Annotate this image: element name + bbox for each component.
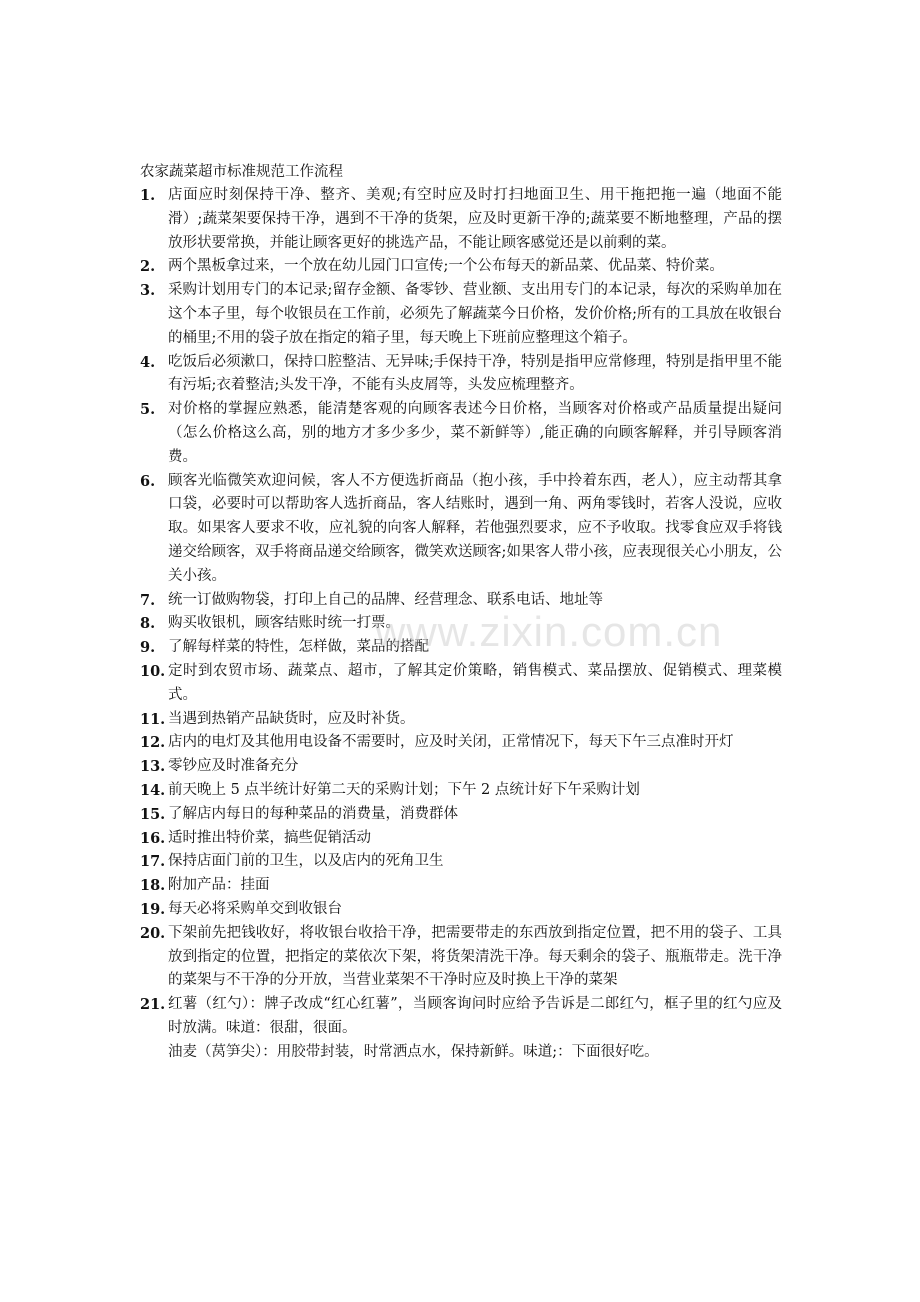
list-item-number: 8.: [140, 615, 156, 633]
list-item-number: 10.: [140, 662, 166, 680]
list-item-number: 3.: [140, 282, 156, 300]
list-item: [140, 993, 782, 1064]
list-item-body: 店面应时刻保持干净、整齐、美观;有空时应及时打扫地面卫生、用干拖把拖一遍（地面不能滑）;蔬菜架要保持干净，遇到不干净的货架，应及时更新干净的;蔬菜要不断地整理，产品的摆放形状要常换，并能让顾客更好的挑选产品，不能让顾客感觉还是以前剩的菜。: [168, 187, 782, 251]
list-item-extra: 油麦（莴笋尖）：用胶带封装，时常洒点水，保持新鲜。味道;：下面很好吃。: [168, 1043, 659, 1060]
list-item-body: 当遇到热销产品缺货时，应及时补货。: [168, 710, 415, 727]
list-item: [140, 779, 782, 803]
list-item-number: 9.: [140, 639, 156, 657]
list-item-body: 统一订做购物袋，打印上自己的品牌、经营理念、联系电话、地址等: [168, 591, 603, 608]
list-item-body: 顾客光临微笑欢迎问候，客人不方便选折商品（抱小孩，手中拎着东西，老人），应主动帮其拿口袋，必要时可以帮助客人选折商品，客人结账时，遇到一角、两角零钱时，若客人没说，应收取。如果客人要求不收，应礼貌的向客人解释，若他强烈要求，应不予收取。找零食应双手将钱递交给顾客，双手将商品递交给顾客，微笑欢送顾客;如果客人带小孩，应表现很关心小朋友，公关小孩。: [168, 472, 782, 584]
list-item-number: 1.: [140, 187, 156, 204]
list-item: [140, 470, 782, 589]
list-item-number: 14.: [140, 781, 166, 799]
list-item: [140, 874, 782, 898]
list-item: [140, 708, 782, 732]
list-item-text: [168, 708, 782, 732]
list-item-number: 17.: [140, 853, 166, 871]
list-item-text: [168, 636, 782, 660]
list-item-text: [168, 779, 782, 803]
list-item-body: 下架前先把钱收好，将收银台收拾干净，把需要带走的东西放到指定位置，把不用的袋子、工具放到指定的位置，把指定的菜依次下架，将货架清洗干净。每天剩余的袋子、瓶瓶带走。洗干净的菜架与不干净的分开放，当营业菜架不干净时应及时换上干净的菜架: [168, 924, 782, 989]
list-item-body: 吃饭后必须漱口，保持口腔整洁、无异味;手保持干净，特别是指甲应常修理，特别是指甲里不能有污垢;衣着整洁;头发干净，不能有头皮屑等，头发应梳理整齐。: [168, 353, 782, 394]
document-page: [140, 160, 782, 1064]
list-item: [140, 589, 782, 613]
list-item-body: 店内的电灯及其他用电设备不需要时，应及时关闭，正常情况下，每天下午三点准时开灯: [168, 734, 734, 751]
list-item-text: [168, 731, 782, 755]
list-item-body: 采购计划用专门的本记录;留存金额、备零钞、营业额、支出用专门的本记录，每次的采购单加在这个本子里，每个收银员在工作前，必须先了解蔬菜今日价格，发价价格;所有的工具放在收银台的桶里;不用的袋子放在指定的箱子里，每天晚上下班前应整理这个箱子。: [168, 282, 782, 346]
list-item-number: 16.: [140, 829, 166, 847]
list-item: [140, 660, 782, 708]
list-item-body: 零钞应及时准备充分: [168, 758, 299, 775]
list-item-number: 13.: [140, 758, 166, 776]
list-item-body: 了解店内每日的每种菜品的消费量，消费群体: [168, 805, 458, 822]
list-item: [140, 922, 782, 993]
watermark-text: www.zixin.com.cn: [375, 608, 723, 655]
list-item-number: 6.: [140, 472, 156, 490]
list-item: [140, 898, 782, 922]
list-item-body: 两个黑板拿过来，一个放在幼儿园门口宣传;一个公布每天的新品菜、优品菜、特价菜。: [168, 258, 724, 275]
list-item: [140, 731, 782, 755]
list-item-number: 18.: [140, 877, 166, 895]
list-item-text: [168, 803, 782, 827]
procedure-list: [140, 184, 782, 1064]
list-item: [140, 850, 782, 874]
list-item: [140, 184, 782, 255]
list-item-text: [168, 874, 782, 898]
list-item-body: 附加产品：挂面: [168, 877, 270, 894]
list-item-text: [168, 827, 782, 851]
list-item-number: 4.: [140, 353, 156, 371]
list-item-text: [168, 470, 782, 589]
list-item-body: 每天必将采购单交到收银台: [168, 900, 342, 917]
list-item-number: 20.: [140, 924, 166, 942]
list-item-number: 2.: [140, 258, 156, 276]
list-item-body: 购买收银机，顾客结账时统一打票。: [168, 615, 400, 632]
list-item-number: 12.: [140, 734, 166, 752]
list-item-text: [168, 993, 782, 1064]
list-item-text: [168, 184, 782, 255]
list-item-body: 前天晚上 5 点半统计好第二天的采购计划；下午 2 点统计好下午采购计划: [168, 781, 640, 798]
list-item-body: 定时到农贸市场、蔬菜点、超市，了解其定价策略，销售模式、菜品摆放、促销模式、理菜模式。: [168, 662, 782, 703]
list-item: [140, 351, 782, 399]
list-item-text: [168, 279, 782, 350]
list-item-number: 7.: [140, 591, 156, 609]
list-item-text: [168, 589, 782, 613]
list-item-text: [168, 351, 782, 399]
list-item-body: 对价格的掌握应熟悉，能清楚客观的向顾客表述今日价格，当顾客对价格或产品质量提出疑问（怎么价格这么高，别的地方才多少多少，菜不新鲜等）,能正确的向顾客解释，并引导顾客消费。: [168, 401, 782, 465]
list-item: [140, 803, 782, 827]
list-item: [140, 279, 782, 350]
list-item-text: [168, 612, 782, 636]
list-item-number: 11.: [140, 710, 166, 728]
list-item-text: [168, 660, 782, 708]
list-item: [140, 827, 782, 851]
list-item-text: [168, 898, 782, 922]
list-item-body: 适时推出特价菜，搞些促销活动: [168, 829, 371, 846]
list-item: [140, 755, 782, 779]
list-item-body: 保持店面门前的卫生，以及店内的死角卫生: [168, 853, 444, 870]
list-item: [140, 612, 782, 636]
list-item-text: [168, 850, 782, 874]
list-item-body: 了解每样菜的特性，怎样做，菜品的搭配: [168, 639, 429, 656]
document-title: 农家蔬菜超市标准规范工作流程: [140, 164, 343, 180]
list-item-text: [168, 398, 782, 469]
list-item-number: 15.: [140, 805, 166, 823]
list-item: [140, 636, 782, 660]
list-item-number: 5.: [140, 401, 156, 419]
list-item-text: [168, 922, 782, 993]
list-item: [140, 255, 782, 279]
list-item-number: 19.: [140, 900, 166, 918]
list-item-text: [168, 755, 782, 779]
list-item-number: 21.: [140, 996, 166, 1014]
list-item-body: 红薯（红勺）：牌子改成“红心红薯”，当顾客询问时应给予告诉是二郎红勺，框子里的红勺应及时放满。味道：很甜，很面。: [168, 996, 782, 1036]
list-item-text: [168, 255, 782, 279]
list-item: [140, 398, 782, 469]
